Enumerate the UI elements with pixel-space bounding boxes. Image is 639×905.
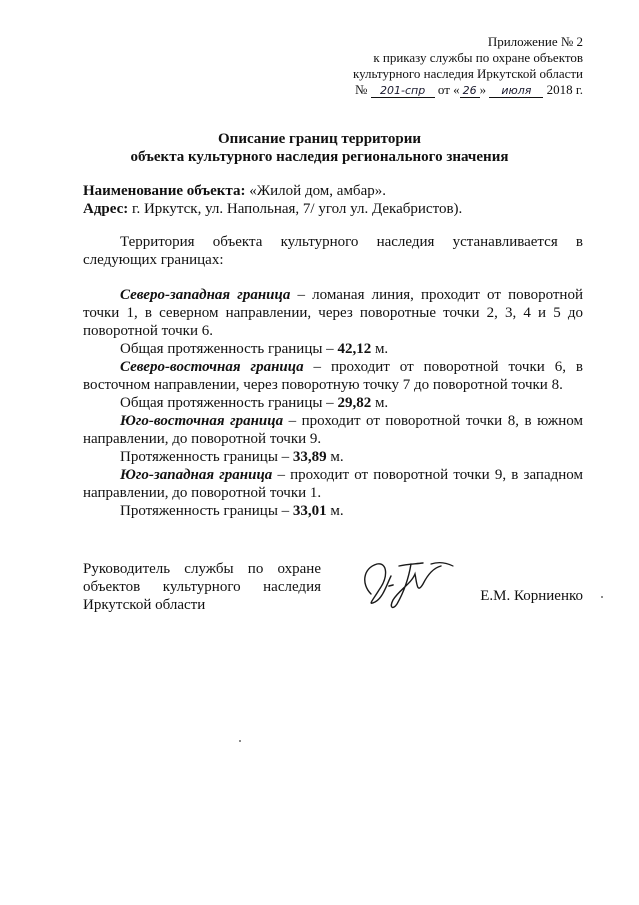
object-info: [83, 182, 583, 218]
appendix-line-1: Приложение № 2: [487, 34, 583, 49]
scan-speck: [601, 596, 603, 598]
signer-role-line-2: объектов культурного наследия: [83, 579, 321, 595]
object-name-label: Наименование объекта:: [83, 183, 246, 199]
order-month-handwritten: июля: [489, 84, 543, 98]
border-nw-first-line: [83, 286, 583, 304]
scan-speck: [239, 740, 241, 742]
border-se-length-value: 33,89: [292, 449, 327, 465]
border-nw-length: [83, 340, 583, 358]
border-ne-text-1: – проходит от поворотной точки 6, в: [303, 359, 583, 375]
border-sw-text-2: направлении, до поворотной точки 1.: [83, 485, 322, 501]
border-sw-length-value: 33,01: [292, 503, 327, 519]
border-sw-text-1: – проходит от поворотной точки 9, в западном: [272, 467, 583, 483]
border-ne-name: Северо-восточная граница: [120, 359, 304, 375]
handwritten-signature: [353, 554, 463, 614]
signature-block: [83, 560, 583, 620]
borders-section: [83, 286, 583, 520]
border-nw-text-3: поворотной точки 6.: [83, 323, 213, 339]
border-nw-text-2: точки 1, в северном направлении, через поворотные точки 2, 3, 4 и 5 до: [83, 305, 583, 321]
order-number-handwritten: 201-спр: [371, 84, 435, 98]
border-nw-name: Северо-западная граница: [120, 287, 291, 303]
border-se-text-1: – проходит от поворотной точки 8, в южном: [283, 413, 583, 429]
document-title: [0, 130, 639, 166]
border-se-length: [83, 448, 583, 466]
appendix-line-3: культурного наследия Иркутской области: [352, 66, 583, 81]
order-date-from: от «: [437, 82, 460, 97]
order-number-prefix: №: [354, 82, 368, 97]
order-date-close: »: [479, 82, 487, 97]
border-sw-name: Юго-западная граница: [120, 467, 273, 483]
object-name-value: «Жилой дом, амбар».: [249, 183, 386, 199]
border-sw-length: [83, 502, 583, 520]
object-address-label: Адрес:: [83, 201, 129, 217]
signer-name: Е.М. Корниенко: [480, 588, 583, 604]
border-se-text-2: направлении, до поворотной точки 9.: [83, 431, 322, 447]
border-se-first-line: [83, 412, 583, 430]
order-year: 2018 г.: [546, 82, 583, 97]
border-ne-text-2: восточном направлении, через поворотную точку 7 до поворотной точки 8.: [83, 377, 563, 393]
title-line-2: объекта культурного наследия регионального значения: [130, 149, 509, 165]
border-se-length-unit: м.: [326, 449, 344, 465]
title-line-1: Описание границ территории: [218, 131, 421, 147]
border-se-name: Юго-восточная граница: [120, 413, 284, 429]
intro-paragraph: [83, 233, 583, 269]
appendix-order-line: [283, 82, 583, 98]
object-address-value: г. Иркутск, ул. Напольная, 7/ угол ул. Декабристов).: [132, 201, 463, 217]
border-ne-length-label: Общая протяженность границы –: [120, 395, 338, 411]
border-se-length-label: Протяженность границы –: [120, 449, 293, 465]
object-address-row: [83, 200, 583, 218]
border-sw-length-unit: м.: [326, 503, 344, 519]
border-nw-text-1: – ломаная линия, проходит от поворотной: [290, 287, 583, 303]
signer-role-line-3: Иркутской области: [83, 597, 206, 613]
border-ne-first-line: [83, 358, 583, 376]
border-nw-length-label: Общая протяженность границы –: [120, 341, 338, 357]
border-ne-length: [83, 394, 583, 412]
border-ne-length-unit: м.: [371, 395, 389, 411]
border-ne-length-value: 29,82: [337, 395, 372, 411]
signer-role-line-1: Руководитель службы по охране: [83, 561, 321, 577]
appendix-line-2: к приказу службы по охране объектов: [373, 50, 583, 65]
intro-line-1: Территория объекта культурного наследия устанавливается в: [120, 234, 583, 250]
intro-line-2: следующих границах:: [83, 252, 224, 268]
signer-role: [83, 560, 321, 614]
border-nw-length-unit: м.: [371, 341, 389, 357]
border-nw-length-value: 42,12: [337, 341, 372, 357]
border-sw-first-line: [83, 466, 583, 484]
appendix-header: [283, 34, 583, 98]
order-day-handwritten: 26: [460, 84, 480, 98]
object-name-row: [83, 182, 583, 200]
border-sw-length-label: Протяженность границы –: [120, 503, 293, 519]
